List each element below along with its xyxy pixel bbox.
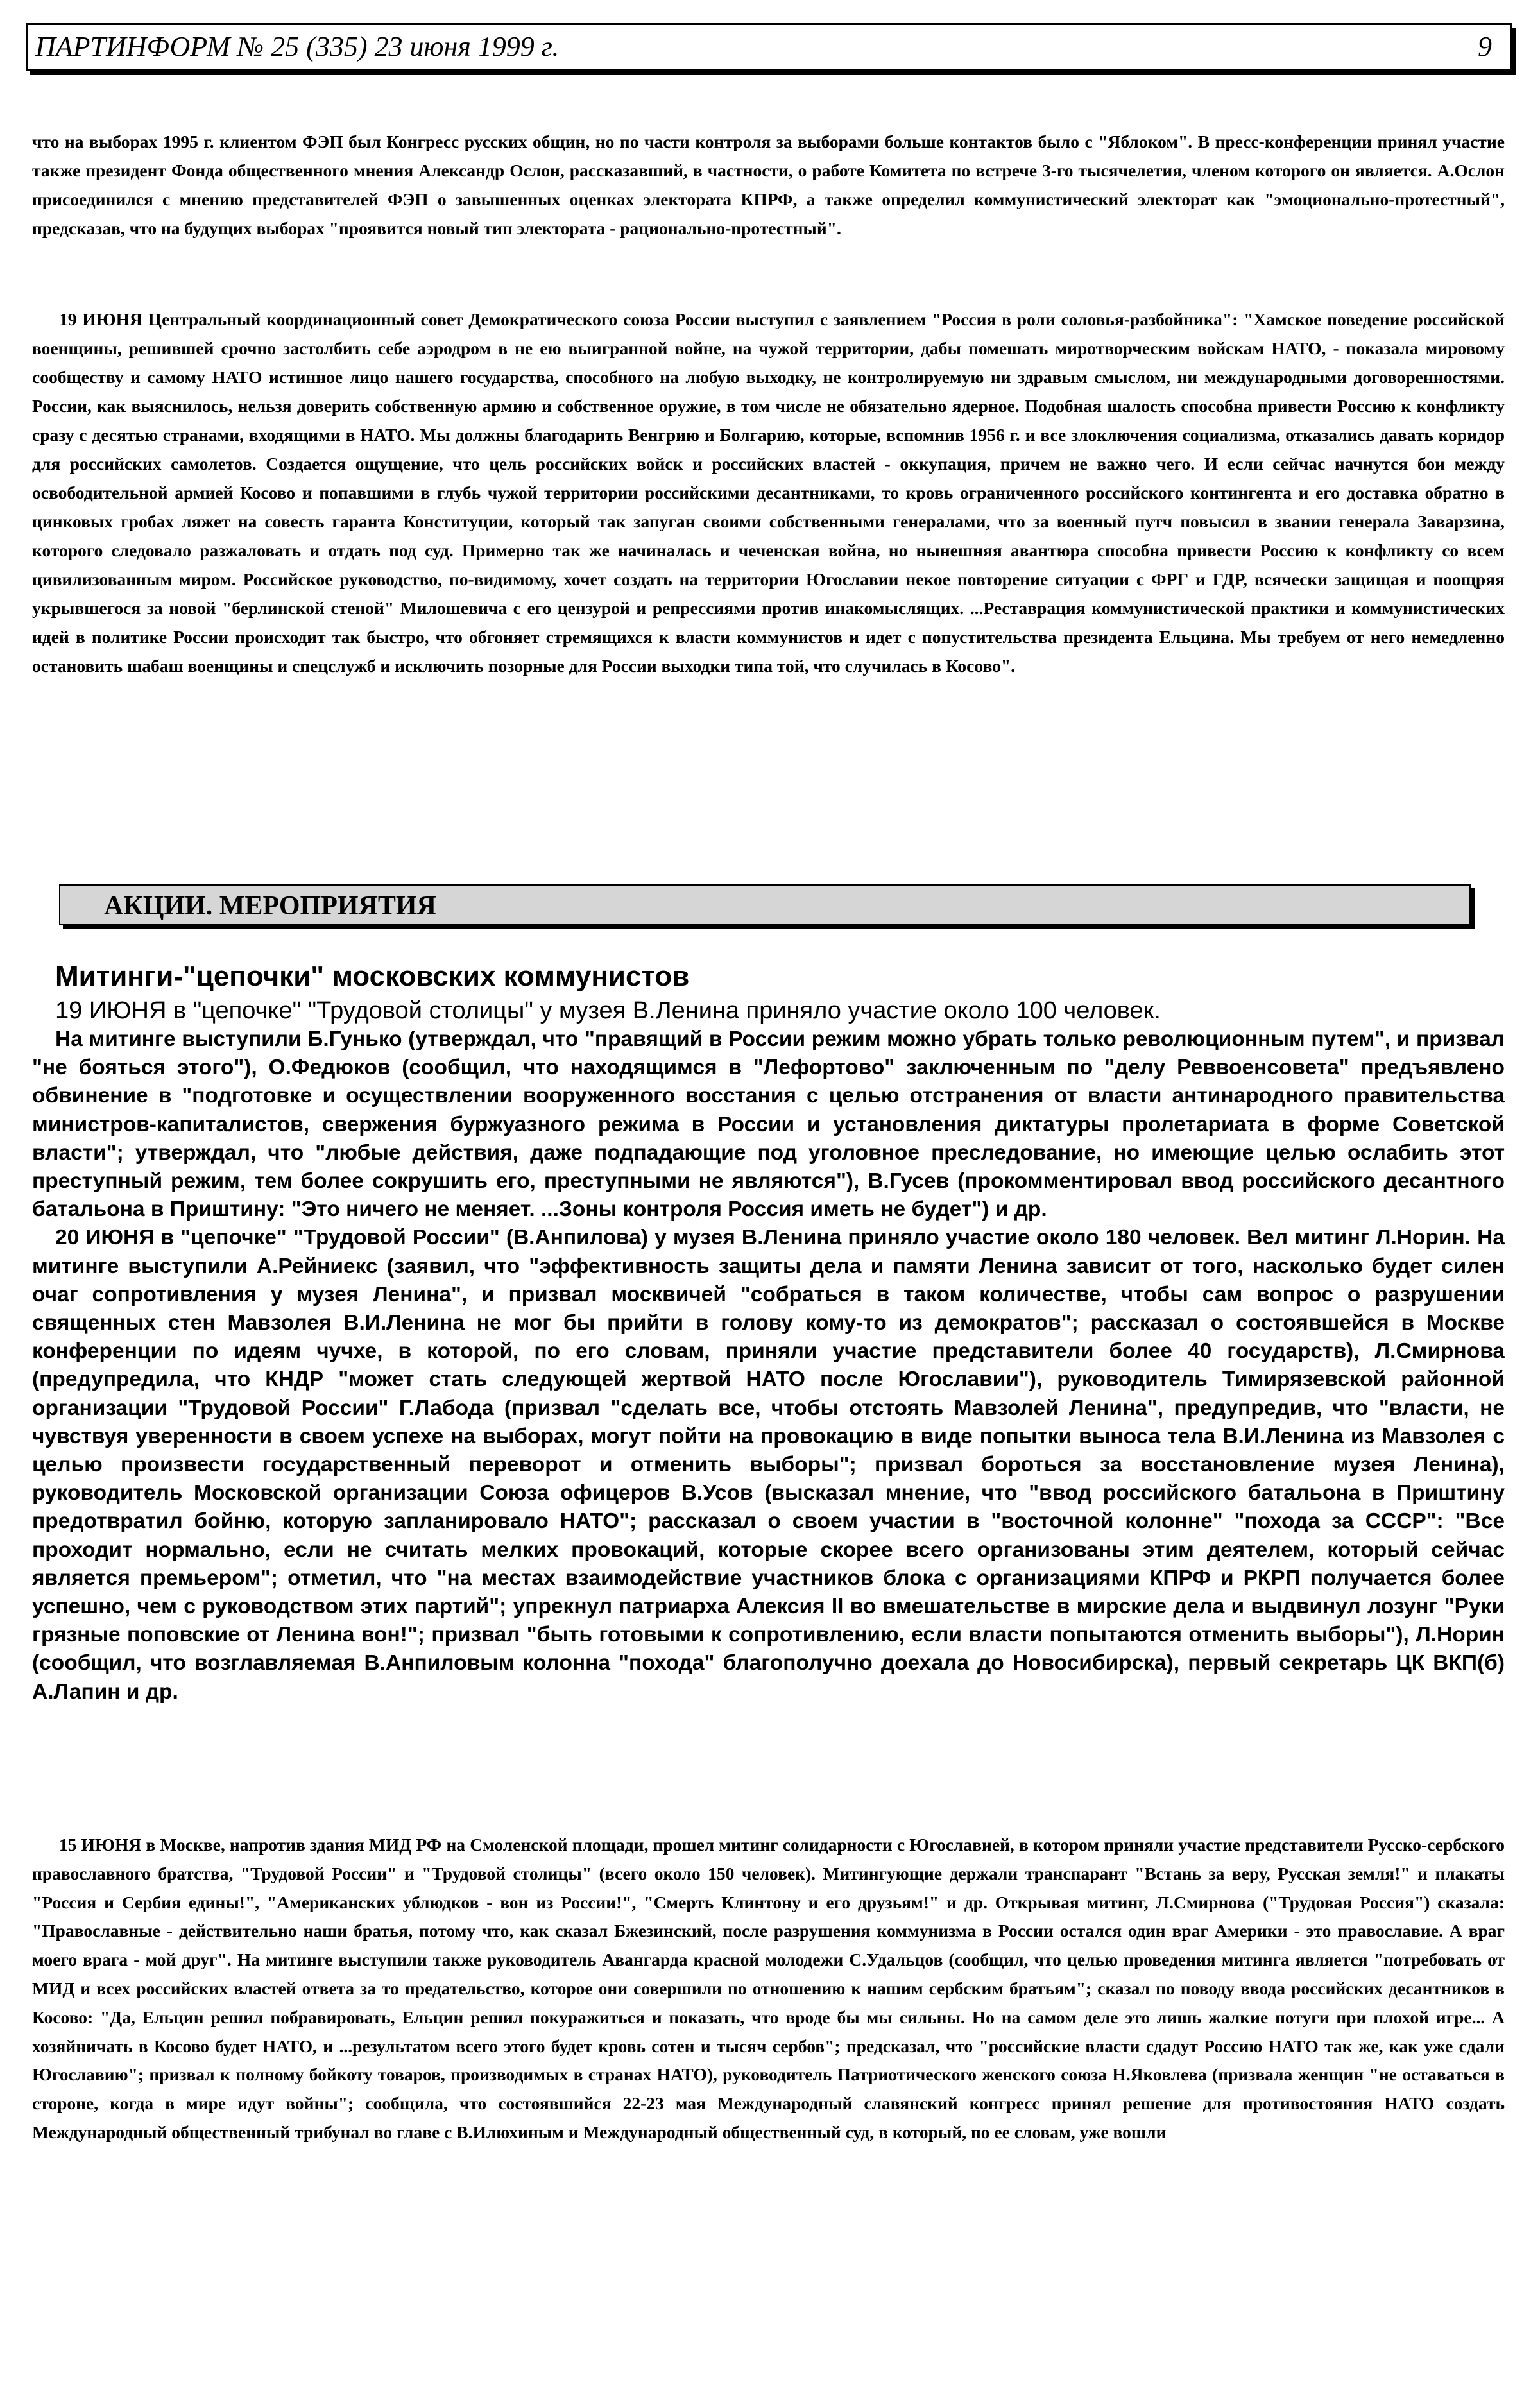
june15-text-block xyxy=(32,1831,1505,2147)
header-title: ПАРТИНФОРМ № 25 (335) 23 июня 1999 г. xyxy=(35,31,560,62)
article-paragraph-1: На митинге выступили Б.Гунько (утверждал, что "правящий в России режим можно убрать только революционным путем", и призвал "не бояться этого"), О.Федюков (сообщил, что находящимся в "Лефортово" заключенным по "делу Реввоенсовета" предъявлено обвинение в "подготовке и осуществлении вооруженного восстания с целью отстранения от власти антинародного правительства министров-капиталистов, свержения буржуазного режима в России и установления диктатуры пролетариата в форме Советской власти"; утверждал, что "любые действия, даже подпадающие под уголовное преследование, но имеющие целью ослабить этот преступный режим, тем более сокрушить его, преступными не являются"), В.Гусев (прокомментировал ввод российского десантного батальона в Приштину: "Это ничего не меняет. ...Зоны контроля Россия иметь не будет") и др. xyxy=(32,1027,1505,1222)
intro-text-block xyxy=(32,127,1505,243)
page-number: 9 xyxy=(1478,31,1492,62)
june19-text-block xyxy=(32,305,1505,680)
intro-paragraph: что на выборах 1995 г. клиентом ФЭП был Конгресс русских общин, но по части контроля за выборами больше контактов было с "Яблоком". В пресс-конференции принял участие также президент Фонда общественного мнения Александр Ослон, рассказавший, в частности, о работе Комитета по встрече 3-го тысячелетия, членом которого он является. А.Ослон присоединился с мнению представителей ФЭП о завышенных оценках электората КПРФ, а также определил коммунистический электорат как "эмоционально-протестный", предсказав, что на будущих выборах "проявится новый тип электората - рационально-протестный". xyxy=(32,132,1505,238)
section-heading: АКЦИИ. МЕРОПРИЯТИЯ xyxy=(59,884,1471,925)
june15-paragraph: 15 ИЮНЯ в Москве, напротив здания МИД РФ на Смоленской площади, прошел митинг солидарности с Югославией, в котором приняли участие представители Русско-сербского православного братства, "Трудовой России" и "Трудовой столицы" (всего около 150 человек). Митингующие держали транспарант "Встань за веру, Русская земля!" и плакаты "Россия и Сербия едины!", "Американских ублюдков - вон из России!", "Смерть Клинтону и его друзьям!" и др. Открывая митинг, Л.Смирнова ("Трудовая Россия") сказала: "Православные - действительно наши братья, потому что, как сказал Бжезинский, после разрушения коммунизма в России остался один враг Америки - это православие. А враг моего врага - мой друг". На митинге выступили также руководитель Авангарда красной молодежи С.Удальцов (сообщил, что целью проведения митинга является "потребовать от МИД и всех российских властей ответа за то предательство, которое они совершили по отношению к нашим сербским братьям"; сказал по поводу ввода российских десантников в Косово: "Да, Ельцин решил побравировать, Ельцин решил покуражиться и показать, что вроде бы мы сильны. Но на самом деле это лишь жалкие потуги при плохой игре... А хозяйничать в Косово будет НАТО, и ...результатом всего этого будет кровь сотен и тысяч сербов"; предсказал, что "российские власти сдадут Россию НАТО так же, как уже сдали Югославию"; призвал к полному бойкоту товаров, производимых в странах НАТО), руководитель Патриотического женского союза Н.Яковлева (призвала женщин "не оставаться в стороне, когда в мире идут войны"; сообщила, что состоявшийся 22-23 мая Международный славянский конгресс принял решение для противостояния НАТО создать Международный общественный трибунал во главе с В.Илюхиным и Международный общественный суд, в который, по ее словам, уже вошли xyxy=(32,1835,1505,2142)
article-body xyxy=(32,1025,1505,1706)
article-lead: 19 ИЮНЯ в "цепочке" "Трудовой столицы" у музея В.Ленина приняло участие около 100 человек. xyxy=(55,997,1161,1024)
june19-paragraph: 19 ИЮНЯ Центральный координационный совет Демократического союза России выступил с заявлением "Россия в роли соловья-разбойника": "Хамское поведение российской военщины, решившей срочно застолбить себе аэродром в не ею выигранной войне, на чужой территории, дабы помешать миротворческим войскам НАТО, - показала мировому сообществу и самому НАТО истинное лицо нашего государства, способного на любую выходку, не контролируемую ни здравым смыслом, ни международными договоренностями. России, как выяснилось, нельзя доверить собственную армию и собственное оружие, в том числе не обязательно ядерное. Подобная шалость способна привести Россию к конфликту сразу с десятью странами, входящими в НАТО. Мы должны благодарить Венгрию и Болгарию, которые, вспомнив 1956 г. и все злоключения социализма, отказались давать коридор для российских самолетов. Создается ощущение, что цель российских войск и российских властей - оккупация, причем не важно чего. И если сейчас начнутся бои между освободительной армией Косово и попавшими в глубь чужой территории российскими десантниками, то кровь ограниченного российского контингента и его доставка обратно в цинковых гробах ляжет на совесть гаранта Конституции, который так запуган своими собственными генералами, что за военный путч повысил в звании генерала Заварзина, которого следовало разжаловать и отдать под суд. Примерно так же начиналась и чеченская война, но нынешняя авантюра способна привести Россию к конфликту со всем цивилизованным миром. Российское руководство, по-видимому, хочет создать на территории Югославии некое повторение ситуации с ФРГ и ГДР, всячески защищая и поощряя укрывшегося за новой "берлинской стеной" Милошевича с его цензурой и репрессиями против инакомыслящих. ...Реставрация коммунистической практики и коммунистических идей в политике России происходит так быстро, что обгоняет стремящихся к власти коммунистов и идет с попустительства президента Ельцина. Мы требуем от него немедленно остановить шабаш военщины и спецслужб и исключить позорные для России выходки типа той, что случилась в Косово". xyxy=(32,309,1505,676)
page-header xyxy=(26,23,1512,71)
article-title: Митинги-"цепочки" московских коммунистов xyxy=(55,961,690,992)
article-paragraph-2: 20 ИЮНЯ в "цепочке" "Трудовой России" (В.Анпилова) у музея В.Ленина приняло участие около 180 человек. Вел митинг Л.Норин. На митинге выступили А.Рейниекс (заявил, что "эффективность защиты дела и памяти Ленина зависит от того, насколько будет силен очаг сопротивления у музея Ленина", и призвал москвичей "собраться в таком количестве, чтобы сам вопрос о разрушении священных стен Мавзолея В.И.Ленина не мог бы прийти в голову кому-то из демократов"; рассказал о состоявшейся в Москве конференции по идеям чучхе, в которой, по его словам, приняли участие представители более 40 государств), Л.Смирнова (предупредила, что КНДР "может стать следующей жертвой НАТО после Югославии"), руководитель Тимирязевской районной организации "Трудовой России" Г.Лабода (призвал "сделать все, чтобы отстоять Мавзолей Ленина", предупредив, что "власти, не чувствуя уверенности в своем успехе на выборах, могут пойти на провокацию в виде попытки выноса тела В.И.Ленина из Мавзолея с целью произвести государственный переворот и отменить выборы"; призвал бороться за восстановление музея Ленина), руководитель Московской организации Союза офицеров В.Усов (высказал мнение, что "ввод российского батальона в Приштину предотвратил бойню, которую запланировало НАТО"; рассказал о своем участии в "восточной колонне" "похода за СССР": "Все проходит нормально, если не считать мелких провокаций, которые скорее всего организованы этим деятелем, который сейчас является премьером"; отметил, что "на местах взаимодействие участников блока с организациями КПРФ и РКРП получается более успешно, чем с руководством этих партий"; упрекнул патриарха Алексия II во вмешательстве в мирские дела и выдвинул лозунг "Руки грязные поповские от Ленина вон!"; призвал "быть готовыми к сопротивлению, если власти попытаются отменить выборы"), Л.Норин (сообщил, что возглавляемая В.Анпиловым колонна "похода" благополучно доехала до Новосибирска), первый секретарь ЦК ВКП(б) А.Лапин и др. xyxy=(32,1226,1505,1704)
